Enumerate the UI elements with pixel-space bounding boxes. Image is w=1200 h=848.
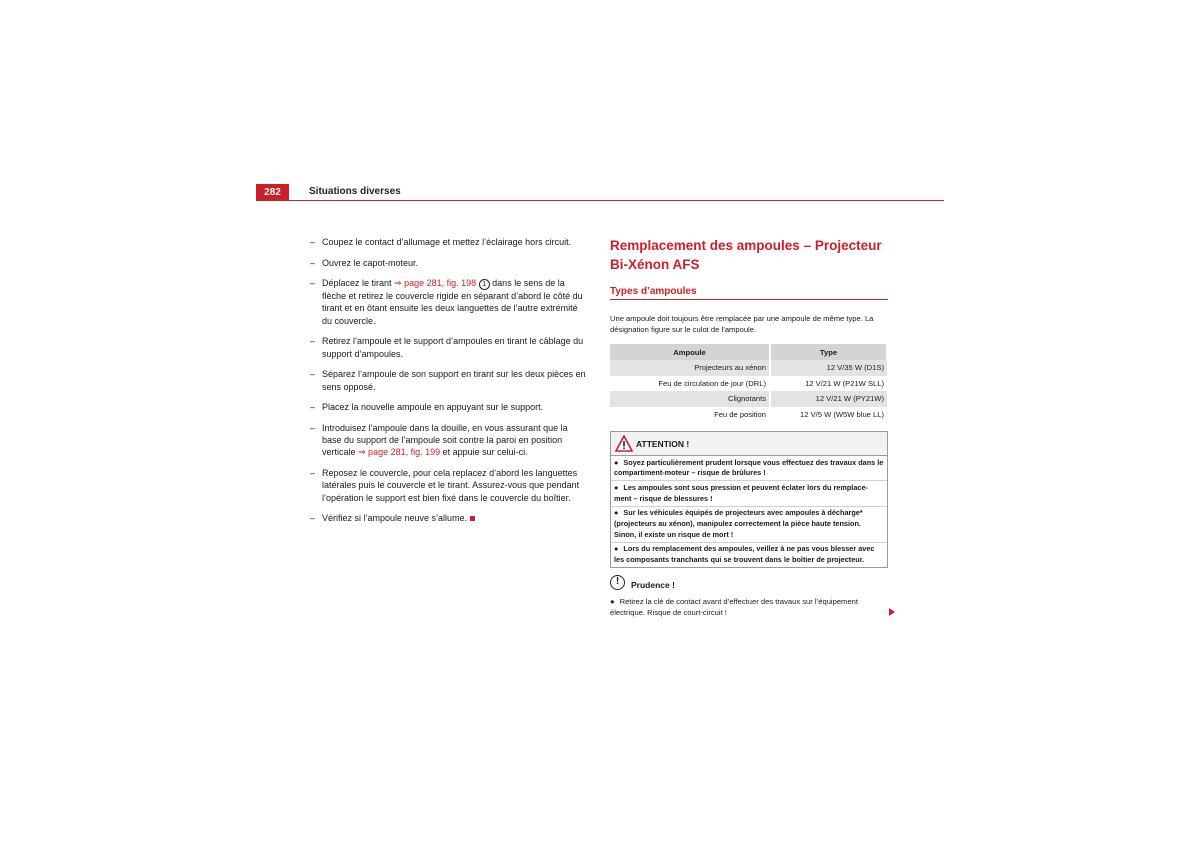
step-text: Reposez le couvercle, pour cela replacez d’abord les languettes latérales puis le couvercle et le tirant. Assurez-vous que pendant l’opération le support est bien fixé dans le couvercle du boîtier.: [322, 467, 580, 503]
bullet-icon: ●: [614, 544, 619, 554]
step-item: – Séparez l’ampoule de son support en tirant sur les deux pièces en sens opposé.: [310, 369, 586, 392]
step-text: Retirez l’ampoule et le support d’ampoules en tirant le câblage du support d’ampoules.: [322, 336, 584, 359]
table-cell: 12 V/35 W (D1S): [770, 360, 887, 376]
callout-number: 1: [479, 279, 490, 290]
step-text: Introduisez l’ampoule dans la douille, en vous assurant que la base du support de l’ampoule soit contre la paroi en position verticale: [322, 422, 568, 458]
warning-item: ● Soyez particulièrement prudent lorsque vous effectuez des travaux dans le compartiment-moteur – risque de brûlures !: [611, 456, 887, 481]
procedure-steps: [310, 236, 588, 533]
step-text: Placez la nouvelle ampoule en appuyant sur le support.: [322, 402, 544, 413]
step-text: Ouvrez le capot-moteur.: [322, 257, 419, 268]
warning-item: ● Les ampoules sont sous pression et peuvent éclater lors du remplace- ment – risque de blessures !: [611, 481, 887, 506]
step-item: – Ouvrez le capot-moteur.: [310, 257, 419, 268]
step-text: Vérifiez si l’ampoule neuve s’allume.: [322, 513, 468, 524]
warning-title: ATTENTION !: [636, 439, 690, 449]
step-item: – Déplacez le tirant ⇒ page 281, fig. 198 1 dans le sens de la flèche et retirez le couvercle rigide en séparant d’abord le côté du tirant et en ôtant ensuite les deux languettes de l’autre extrémité du couvercle.: [310, 278, 583, 326]
table-row: [610, 407, 887, 423]
step-text: Séparez l’ampoule de son support en tirant sur les deux pièces en sens opposé.: [322, 369, 586, 392]
caution-title: Prudence !: [631, 580, 675, 591]
table-cell: 12 V/5 W (W5W blue LL): [770, 407, 887, 423]
bullet-icon: ●: [614, 508, 619, 518]
continue-arrow-icon: [889, 608, 895, 616]
table-row: [610, 376, 887, 392]
table-cell: Projecteurs au xénon: [610, 360, 770, 376]
step-item: – Reposez le couvercle, pour cela replacez d’abord les languettes latérales puis le couvercle et le tirant. Assurez-vous que pendant l’opération le support est bien fixé dans le couvercle du boîtier.: [310, 467, 580, 503]
column-header-bulb: Ampoule: [610, 344, 770, 360]
step-item: – Vérifiez si l’ampoule neuve s’allume.: [310, 512, 588, 524]
step-text: Coupez le contact d’allumage et mettez l’éclairage hors circuit.: [322, 237, 572, 247]
warning-triangle-icon: [615, 435, 633, 452]
column-header-type: Type: [770, 344, 887, 360]
bullet-icon: ●: [614, 482, 619, 492]
bulb-types-table: [610, 344, 888, 422]
exclamation-circle-icon: !: [610, 575, 625, 590]
section-title: Situations diverses: [309, 186, 401, 197]
page-header: [256, 183, 944, 201]
table-row: [610, 391, 887, 407]
chapter-heading: Remplacement des ampoules – Projecteur Bi-Xénon AFS: [610, 238, 882, 272]
bullet-icon: ●: [610, 597, 615, 607]
intro-paragraph: Une ampoule doit toujours être remplacée par une ampoule de même type. La désignation figure sur le culot de l’ampoule.: [610, 314, 874, 334]
page-number: 282: [256, 184, 289, 201]
table-header-row: [610, 344, 887, 360]
step-item: – Introduisez l’ampoule dans la douille, en vous assurant que la base du support de l’ampoule soit contre la paroi en position verticale ⇒ page 281, fig. 199 et appuie sur celui-ci.: [310, 422, 568, 458]
table-row: [610, 360, 887, 376]
caution-text: ● Retirez la clé de contact avant d’effectuer des travaux sur l’équipement électrique. Risque de court-circuit !: [610, 597, 858, 618]
step-text: Déplacez le tirant: [322, 278, 395, 289]
caution-note: [610, 576, 888, 618]
step-item: – Retirez l’ampoule et le support d’ampoules en tirant le câblage du support d’ampoules.: [310, 336, 584, 359]
table-cell: 12 V/21 W (PY21W): [770, 391, 887, 407]
page-reference-link[interactable]: ⇒ page 281, fig. 198: [394, 278, 477, 289]
warning-item: ● Lors du remplacement des ampoules, veillez à ne pas vous blesser avec les composants tranchants qui se trouvent dans le boîtier de projecteur.: [614, 544, 875, 565]
subsection-heading: Types d’ampoules: [610, 286, 888, 300]
page-reference-link[interactable]: ⇒ page 281, fig. 199: [358, 447, 441, 458]
warning-item: ● Sur les véhicules équipés de projecteurs avec ampoules à décharge* (projecteurs au xénon), manipulez correctement la pièce haute tension. Sinon, il existe un risque de mort !: [611, 507, 887, 543]
right-column: [610, 236, 888, 618]
table-cell: 12 V/21 W (P21W SLL): [770, 376, 887, 392]
step-item: – Coupez le contact d’allumage et mettez l’éclairage hors circuit.: [310, 237, 572, 247]
warning-box: [610, 431, 888, 568]
table-cell: Feu de circulation de jour (DRL): [610, 376, 770, 392]
end-of-section-icon: [470, 516, 475, 521]
warning-header: [611, 432, 887, 456]
bullet-icon: ●: [614, 457, 619, 467]
step-text: et appuie sur celui-ci.: [440, 447, 528, 458]
table-cell: Clignotants: [610, 391, 770, 407]
table-cell: Feu de position: [610, 407, 770, 423]
caution-header: [610, 576, 888, 599]
step-item: – Placez la nouvelle ampoule en appuyant sur le support.: [310, 402, 544, 413]
step-text: dans le sens de la flèche et retirez le couvercle rigide en séparant d’abord le côté du tirant et en ôtant ensuite les deux languettes de l’autre extrémité du couvercle.: [322, 278, 583, 326]
